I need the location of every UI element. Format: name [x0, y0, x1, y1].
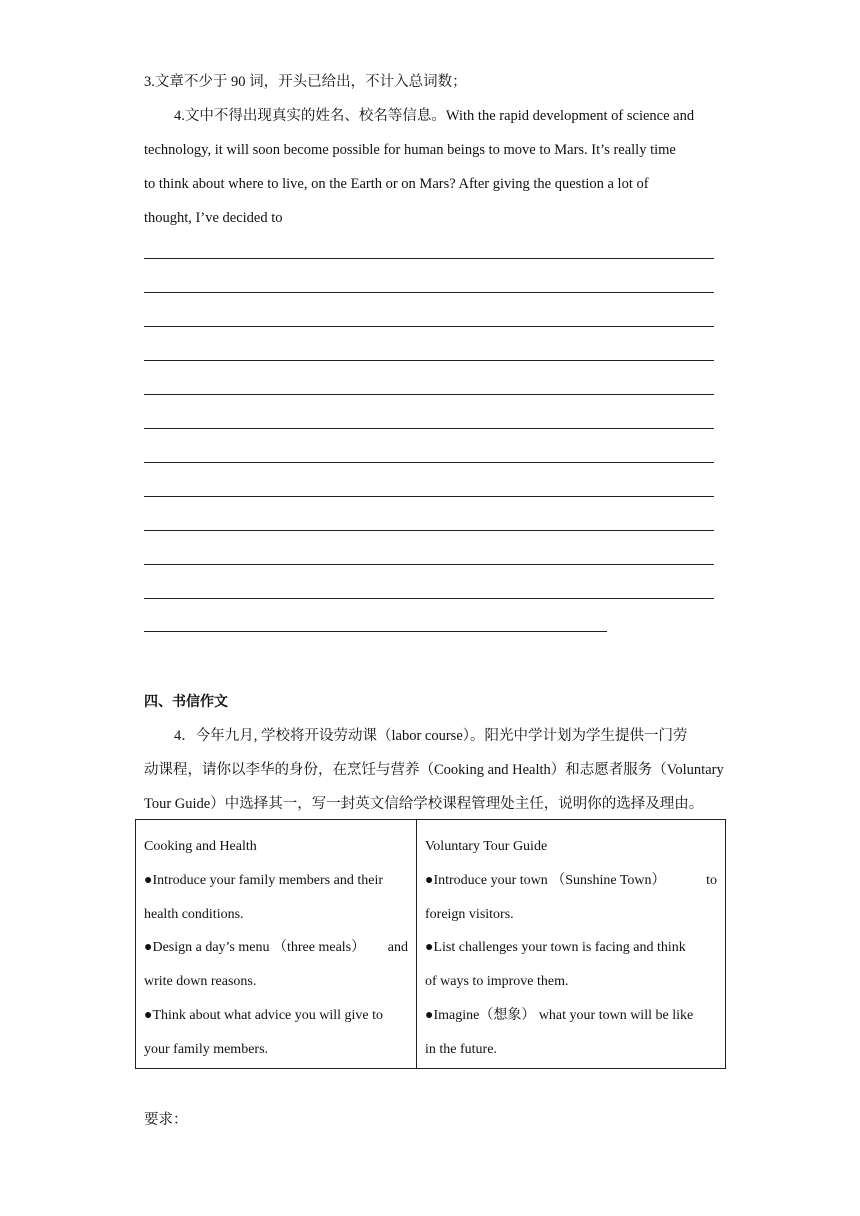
writing-line [144, 530, 714, 531]
option-text: and [387, 940, 408, 956]
writing-line [144, 292, 714, 293]
prompt-line: to think about where to live, on the Earth or on Mars? After giving the question a lot of [144, 176, 649, 192]
option-bullet: ●Imagine（想象） what your town will be like [425, 1007, 694, 1023]
task-prompt-line: Tour Guide）中选择其一，写一封英文信给学校课程管理处主任，说明你的选择及理由。 [144, 796, 704, 812]
writing-line [144, 428, 714, 429]
option-text: in the future. [425, 1041, 497, 1057]
prompt-line: technology, it will soon become possible for human beings to move to Mars. It’s really time [144, 142, 676, 158]
option-text: of ways to improve them. [425, 974, 569, 990]
writing-line [144, 326, 714, 327]
option-text: ●Design a day’s menu （three meals） [144, 940, 366, 956]
option-title: Cooking and Health [144, 839, 257, 854]
option-title: Voluntary Tour Guide [425, 839, 548, 854]
task-prompt-line: 动课程，请你以李华的身份，在烹饪与营养（Cooking and Health）和志愿者服务（Voluntary [144, 762, 724, 778]
requirement-3: 3.文章不少于 90 词，开头已给出，不计入总词数； [144, 74, 467, 90]
writing-line [144, 598, 714, 599]
prompt-line: thought, I’ve decided to [144, 210, 283, 226]
option-text: ●Introduce your town （Sunshine Town） [425, 872, 666, 888]
options-table [135, 819, 726, 1069]
task-prompt-line: 4．今年九月, 学校将开设劳动课（labor course）。阳光中学计划为学生提供一门劳 [174, 728, 688, 744]
option-cooking-and-health [136, 820, 417, 1069]
requirement-4-line: 4.文中不得出现真实的姓名、校名等信息。With the rapid development of science and [174, 108, 695, 124]
option-bullet [144, 931, 408, 965]
writing-line [144, 394, 714, 395]
option-bullet: ●Introduce your family members and their [144, 872, 383, 888]
writing-line [144, 631, 607, 632]
writing-line [144, 564, 714, 565]
option-voluntary-tour-guide [417, 820, 726, 1069]
requirements-label: 要求： [144, 1112, 188, 1128]
option-text: your family members. [144, 1041, 269, 1057]
option-bullet: ●List challenges your town is facing and think [425, 940, 686, 956]
option-bullet [425, 864, 717, 898]
writing-line [144, 360, 714, 361]
option-text: write down reasons. [144, 974, 257, 990]
option-text: health conditions. [144, 906, 244, 922]
option-text: foreign visitors. [425, 906, 514, 922]
writing-line [144, 496, 714, 497]
writing-line [144, 462, 714, 463]
writing-line [144, 258, 714, 259]
option-bullet: ●Think about what advice you will give to [144, 1007, 384, 1023]
section-heading: 四、书信作文 [144, 694, 228, 710]
option-text: to [706, 872, 717, 888]
